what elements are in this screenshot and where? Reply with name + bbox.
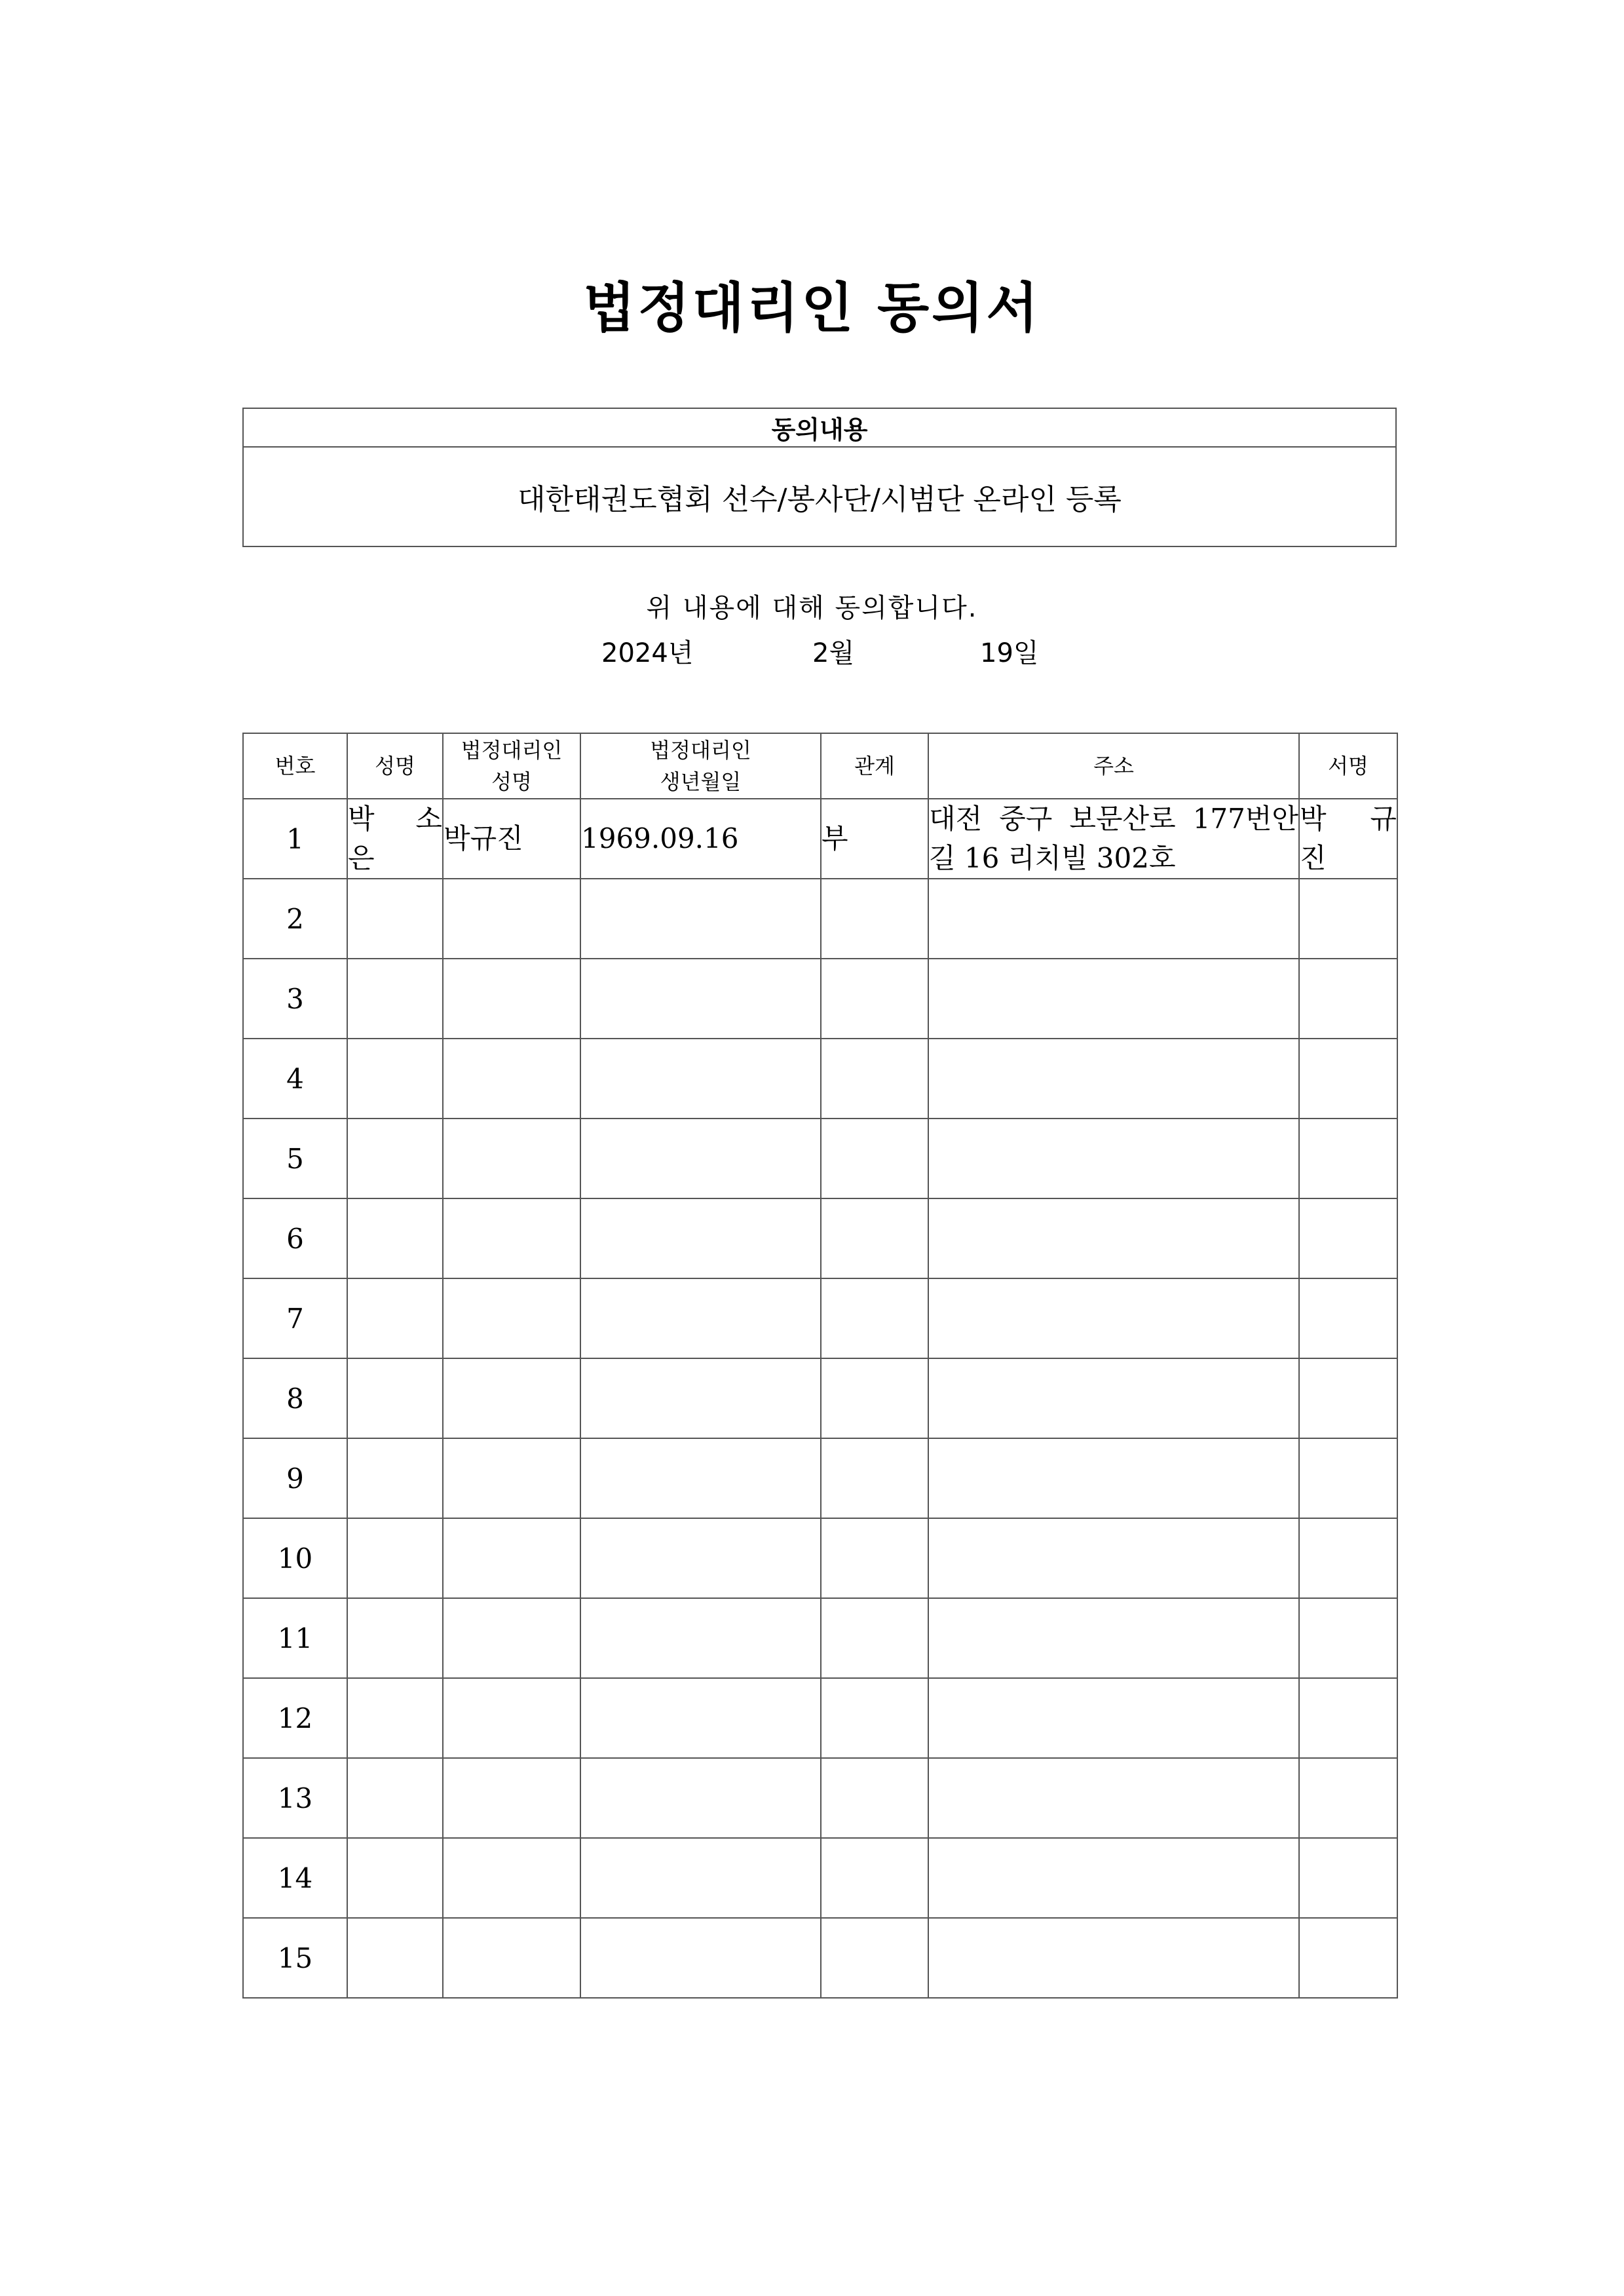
- agreement-statement: 위 내용에 대해 동의합니다.: [646, 593, 978, 623]
- row-relation: [821, 879, 928, 959]
- consent-header: 동의내용: [243, 408, 1396, 447]
- row-signature: [1299, 1838, 1397, 1918]
- row-relation: [821, 1119, 928, 1198]
- table-header-row: [243, 733, 1397, 799]
- row-guardian-birth: [580, 1119, 821, 1198]
- row-signature: [1299, 1119, 1397, 1198]
- table-row: [243, 799, 1397, 879]
- row-name: [347, 959, 443, 1039]
- row-relation: [821, 1358, 928, 1438]
- row-relation: [821, 1518, 928, 1598]
- row-name: [347, 1838, 443, 1918]
- row-guardian-name: [443, 1358, 580, 1438]
- row-guardian-birth: [580, 1918, 821, 1998]
- row-no: 8: [243, 1358, 347, 1438]
- row-signature: [1299, 1278, 1397, 1358]
- row-name: 박 소 은: [347, 799, 443, 879]
- date-year: 2024년: [601, 638, 694, 668]
- document-title: 법정대리인 동의서: [583, 277, 1041, 339]
- row-no: 5: [243, 1119, 347, 1198]
- row-name: [347, 1758, 443, 1838]
- row-signature: [1299, 1918, 1397, 1998]
- row-guardian-name: [443, 1278, 580, 1358]
- header-address: 주소: [928, 733, 1299, 799]
- row-name: [347, 1039, 443, 1119]
- row-relation: [821, 1039, 928, 1119]
- row-no: 15: [243, 1918, 347, 1998]
- row-no: 11: [243, 1598, 347, 1678]
- row-name: [347, 1198, 443, 1278]
- row-name: [347, 1518, 443, 1598]
- row-signature: [1299, 1678, 1397, 1758]
- row-guardian-birth: [580, 1678, 821, 1758]
- row-guardian-birth: [580, 1518, 821, 1598]
- row-guardian-name: [443, 1838, 580, 1918]
- row-relation: [821, 959, 928, 1039]
- row-relation: [821, 1758, 928, 1838]
- row-address: [928, 1198, 1299, 1278]
- row-guardian-birth: [580, 959, 821, 1039]
- row-guardian-birth: [580, 1039, 821, 1119]
- consent-box: [242, 408, 1397, 547]
- row-signature: [1299, 1198, 1397, 1278]
- row-name: [347, 1119, 443, 1198]
- header-guardian-name: [443, 733, 580, 799]
- row-guardian-name: [443, 1598, 580, 1678]
- table-row: [243, 1358, 1397, 1438]
- row-address: [928, 1278, 1299, 1358]
- row-guardian-name: [443, 1758, 580, 1838]
- row-no: 14: [243, 1838, 347, 1918]
- row-guardian-birth: [580, 1198, 821, 1278]
- row-address: [928, 1438, 1299, 1518]
- row-relation: [821, 1678, 928, 1758]
- row-guardian-birth: 1969.09.16: [580, 799, 821, 879]
- row-address: [928, 1119, 1299, 1198]
- date-day: 19일: [980, 638, 1039, 668]
- header-guardian-name-line1: 법정대리인: [461, 738, 563, 763]
- row-guardian-name: 박규진: [443, 799, 580, 879]
- row-name: [347, 1358, 443, 1438]
- row-guardian-name: [443, 1518, 580, 1598]
- row-guardian-name: [443, 1678, 580, 1758]
- table-row: [243, 1119, 1397, 1198]
- table-row: [243, 1198, 1397, 1278]
- row-no: 12: [243, 1678, 347, 1758]
- row-relation: [821, 1438, 928, 1518]
- row-guardian-birth: [580, 1278, 821, 1358]
- row-address: [928, 1678, 1299, 1758]
- row-guardian-name: [443, 1918, 580, 1998]
- row-signature: [1299, 1758, 1397, 1838]
- row-no: 6: [243, 1198, 347, 1278]
- row-no: 2: [243, 879, 347, 959]
- table-row: [243, 1039, 1397, 1119]
- row-relation: [821, 1198, 928, 1278]
- header-no: 번호: [243, 733, 347, 799]
- row-address: [928, 1598, 1299, 1678]
- table-row: [243, 1758, 1397, 1838]
- header-guardian-birth: [580, 733, 821, 799]
- header-guardian-birth-line2: 생년월일: [660, 769, 742, 794]
- row-guardian-name: [443, 959, 580, 1039]
- row-name: [347, 1598, 443, 1678]
- row-guardian-birth: [580, 1438, 821, 1518]
- row-guardian-name: [443, 879, 580, 959]
- row-signature: [1299, 1598, 1397, 1678]
- table-row: [243, 1678, 1397, 1758]
- header-name: 성명: [347, 733, 443, 799]
- row-no: 10: [243, 1518, 347, 1598]
- row-address: [928, 1039, 1299, 1119]
- date-line: [0, 632, 1624, 672]
- row-address: [928, 959, 1299, 1039]
- row-no: 3: [243, 959, 347, 1039]
- row-address: [928, 1518, 1299, 1598]
- table-row: [243, 1438, 1397, 1518]
- row-no: 13: [243, 1758, 347, 1838]
- row-name: [347, 1918, 443, 1998]
- row-no: 1: [243, 799, 347, 879]
- row-signature: [1299, 959, 1397, 1039]
- date-month: 2월: [812, 638, 855, 668]
- row-guardian-birth: [580, 1758, 821, 1838]
- row-name: [347, 1678, 443, 1758]
- row-relation: [821, 1838, 928, 1918]
- row-relation: [821, 1598, 928, 1678]
- row-signature: [1299, 1438, 1397, 1518]
- row-guardian-name: [443, 1119, 580, 1198]
- row-signature: 박 규 진: [1299, 799, 1397, 879]
- table-row: [243, 1918, 1397, 1998]
- row-relation: 부: [821, 799, 928, 879]
- row-relation: [821, 1278, 928, 1358]
- row-address: [928, 879, 1299, 959]
- row-address: [928, 1838, 1299, 1918]
- row-signature: [1299, 879, 1397, 959]
- guardian-table: [242, 733, 1398, 1999]
- table-row: [243, 959, 1397, 1039]
- row-name: [347, 1278, 443, 1358]
- row-guardian-name: [443, 1198, 580, 1278]
- table-row: [243, 1598, 1397, 1678]
- row-name: [347, 879, 443, 959]
- row-address: [928, 1358, 1299, 1438]
- row-relation: [821, 1918, 928, 1998]
- row-address: [928, 1918, 1299, 1998]
- header-relation: 관계: [821, 733, 928, 799]
- row-signature: [1299, 1358, 1397, 1438]
- row-no: 7: [243, 1278, 347, 1358]
- row-address: 대전 중구 보문산로 177번안길 16 리치빌 302호: [928, 799, 1299, 879]
- table-row: [243, 1518, 1397, 1598]
- header-guardian-birth-line1: 법정대리인: [650, 738, 751, 763]
- row-guardian-birth: [580, 1358, 821, 1438]
- row-guardian-name: [443, 1039, 580, 1119]
- row-address: [928, 1758, 1299, 1838]
- table-row: [243, 879, 1397, 959]
- row-signature: [1299, 1518, 1397, 1598]
- row-guardian-birth: [580, 879, 821, 959]
- table-row: [243, 1278, 1397, 1358]
- header-guardian-name-line2: 성명: [491, 769, 532, 794]
- row-guardian-birth: [580, 1838, 821, 1918]
- row-guardian-name: [443, 1438, 580, 1518]
- row-no: 4: [243, 1039, 347, 1119]
- row-no: 9: [243, 1438, 347, 1518]
- header-signature: 서명: [1299, 733, 1397, 799]
- consent-content: 대한태권도협회 선수/봉사단/시범단 온라인 등록: [243, 447, 1396, 546]
- row-guardian-birth: [580, 1598, 821, 1678]
- row-signature: [1299, 1039, 1397, 1119]
- table-row: [243, 1838, 1397, 1918]
- row-name: [347, 1438, 443, 1518]
